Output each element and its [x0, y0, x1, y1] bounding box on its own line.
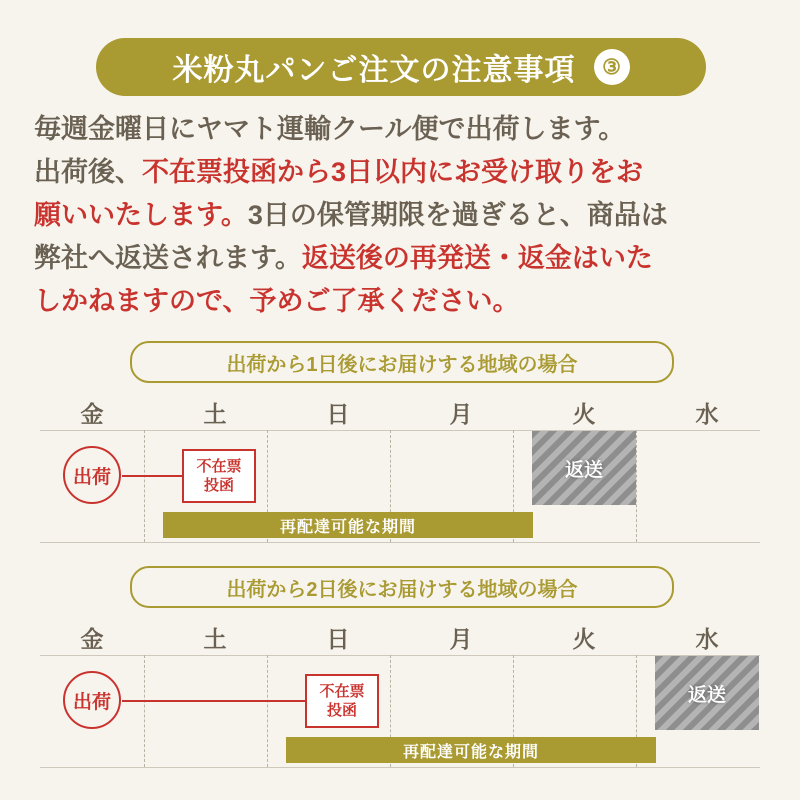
section-2-title-pill	[130, 566, 674, 608]
timeline-1-bottom-rule	[40, 542, 760, 543]
section-1-title: 出荷から1日後にお届けする地域の場合	[226, 353, 578, 376]
paragraph-line-5-highlight: しかねますので、予めご了承ください。	[34, 286, 520, 316]
timeline-2-day-3: 月	[449, 626, 473, 652]
timeline-2-arrow-line	[122, 700, 307, 702]
timeline-1-day-0: 金	[80, 401, 104, 427]
timeline-2-bottom-rule	[40, 767, 760, 768]
timeline-1-day-1: 土	[203, 401, 227, 427]
timeline-2-absence-notice-line2: 投函	[326, 702, 357, 719]
header-banner	[96, 38, 706, 96]
timeline-2-absence-notice-line1: 不在票	[319, 683, 365, 700]
timeline-2-day-1: 土	[203, 626, 227, 652]
timeline-1-day-3: 月	[449, 401, 473, 427]
timeline-2-return-block	[655, 656, 759, 730]
timeline-1-divider-1	[144, 430, 145, 542]
timeline-2-absence-notice-box	[305, 674, 379, 728]
timeline-2-shipping-marker: 出荷	[63, 671, 121, 729]
paragraph-line-4-highlight: 返送後の再発送・返金はいた	[301, 243, 653, 273]
paragraph-line-2-text: 出荷後、	[34, 157, 142, 187]
timeline-2-divider-1	[144, 655, 145, 767]
timeline-1-day-4: 火	[572, 401, 596, 427]
timeline-1-return-block	[532, 431, 636, 505]
timeline-1-arrow-line	[122, 475, 184, 477]
paragraph-line-3	[34, 194, 774, 237]
paragraph-line-5	[34, 280, 774, 323]
timeline-1-day-5: 水	[695, 401, 719, 427]
section-2-title: 出荷から2日後にお届けする地域の場合	[226, 578, 578, 601]
timeline-1-redelivery-bar: 再配達可能な期間	[163, 512, 533, 538]
step-number-badge: ③	[594, 49, 630, 85]
section-1-title-pill	[130, 341, 674, 383]
timeline-chart-1	[40, 396, 760, 546]
timeline-1-absence-notice-line2: 投函	[203, 477, 234, 494]
paragraph-line-2	[34, 151, 774, 194]
timeline-1-shipping-marker: 出荷	[63, 446, 121, 504]
timeline-chart-2	[40, 621, 760, 771]
timeline-2-top-rule	[40, 655, 760, 656]
timeline-2-day-2: 日	[326, 626, 350, 652]
timeline-2-day-0: 金	[80, 626, 104, 652]
notice-paragraph	[34, 108, 774, 323]
timeline-2-day-5: 水	[695, 626, 719, 652]
paragraph-line-1	[34, 108, 774, 151]
paragraph-line-2-highlight: 不在票投函から3日以内にお受け取りをお	[142, 157, 644, 187]
timeline-1-absence-notice-line1: 不在票	[196, 458, 242, 475]
timeline-1-divider-5	[636, 430, 637, 542]
paragraph-line-4	[34, 237, 774, 280]
timeline-1-absence-notice-box	[182, 449, 256, 503]
timeline-1-top-rule	[40, 430, 760, 431]
page-title: 米粉丸パンご注文の注意事項	[172, 54, 576, 87]
timeline-2-divider-2	[267, 655, 268, 767]
paragraph-line-4-text: 弊社へ返送されます。	[34, 243, 302, 273]
paragraph-line-3-text: 3日の保管期限を過ぎると、商品は	[247, 200, 668, 230]
timeline-2-return-label: 返送	[687, 684, 726, 706]
paragraph-line-3-highlight: 願いいたします。	[34, 200, 248, 230]
timeline-1-day-2: 日	[326, 401, 350, 427]
paragraph-line-1-text: 毎週金曜日にヤマト運輸クール便で出荷します。	[34, 114, 626, 144]
timeline-2-day-4: 火	[572, 626, 596, 652]
timeline-1-return-label: 返送	[564, 459, 603, 481]
timeline-2-redelivery-bar: 再配達可能な期間	[286, 737, 656, 763]
